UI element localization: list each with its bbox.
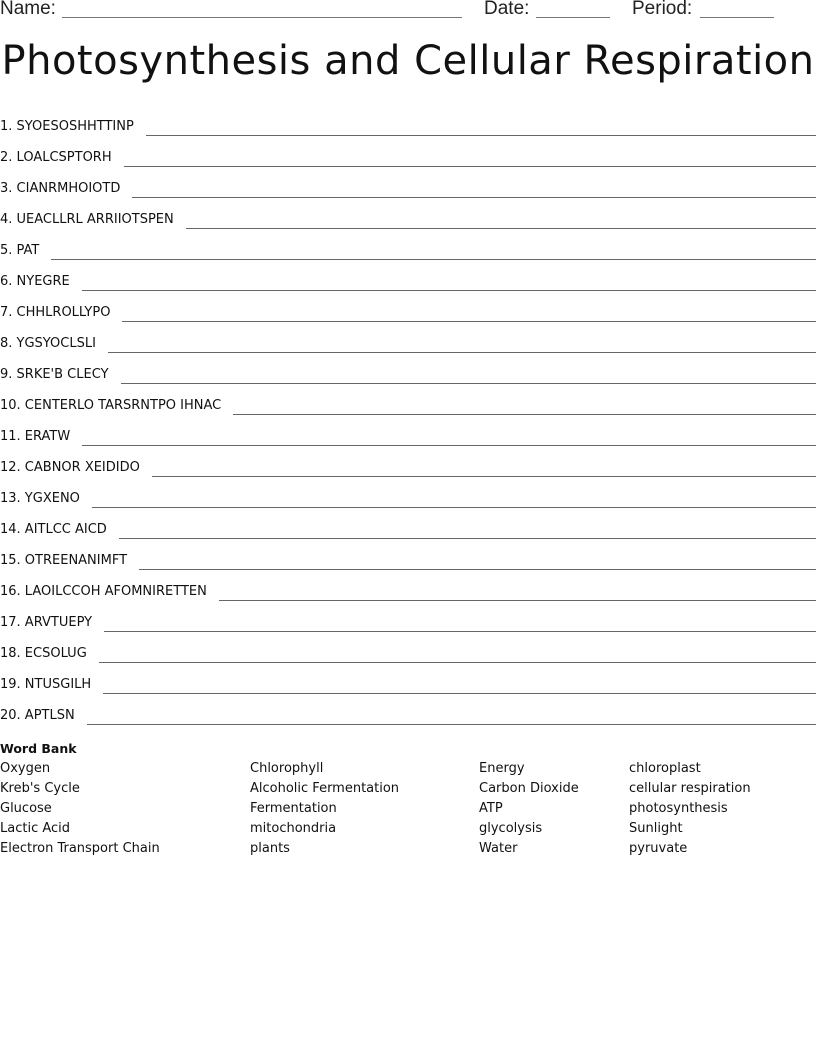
clue-text: 3. CIANRMHOIOTD xyxy=(0,181,121,196)
word-bank-item: Alcoholic Fermentation xyxy=(250,781,400,796)
word-bank-item: chloroplast xyxy=(629,761,701,776)
clue-text: 7. CHHLROLLYPO xyxy=(0,305,111,320)
answer-line[interactable] xyxy=(92,507,816,508)
word-bank-item: pyruvate xyxy=(629,841,688,856)
word-bank-item: Sunlight xyxy=(629,821,683,836)
clue-row xyxy=(0,575,816,606)
clue-text: 11. ERATW xyxy=(0,429,71,444)
answer-line[interactable] xyxy=(104,631,816,632)
answer-line[interactable] xyxy=(51,259,816,260)
clue-text: 15. OTREENANIMFT xyxy=(0,553,128,568)
answer-line[interactable] xyxy=(132,197,816,198)
clue-row xyxy=(0,513,816,544)
answer-line[interactable] xyxy=(124,166,816,167)
answer-line[interactable] xyxy=(119,538,816,539)
name-field[interactable] xyxy=(62,17,462,18)
word-bank-column xyxy=(0,759,160,859)
clue-text: 14. AITLCC AICD xyxy=(0,522,107,537)
clue-row xyxy=(0,296,816,327)
page-title: Photosynthesis and Cellular Respiration xyxy=(1,38,815,84)
clue-text: 5. PAT xyxy=(0,243,40,258)
clue-row xyxy=(0,110,816,141)
answer-line[interactable] xyxy=(186,228,816,229)
clue-row xyxy=(0,389,816,420)
clue-row xyxy=(0,172,816,203)
word-bank-column xyxy=(629,759,751,859)
answer-line[interactable] xyxy=(121,383,816,384)
clue-text: 10. CENTERLO TARSRNTPO IHNAC xyxy=(0,398,222,413)
word-scramble-clues xyxy=(0,110,816,730)
clue-row xyxy=(0,234,816,265)
word-bank-item: Fermentation xyxy=(250,801,337,816)
word-bank-item: Lactic Acid xyxy=(0,821,71,836)
clue-text: 17. ARVTUEPY xyxy=(0,615,93,630)
clue-row xyxy=(0,699,816,730)
word-bank-item: photosynthesis xyxy=(629,801,728,816)
answer-line[interactable] xyxy=(82,290,816,291)
word-bank-item: Kreb's Cycle xyxy=(0,781,80,796)
clue-text: 8. YGSYOCLSLI xyxy=(0,336,96,351)
word-bank-item: Oxygen xyxy=(0,761,51,776)
clue-text: 1. SYOESOSHHTTINP xyxy=(0,119,134,134)
clue-row xyxy=(0,420,816,451)
word-bank-item: Carbon Dioxide xyxy=(479,781,579,796)
word-bank-title: Word Bank xyxy=(0,741,77,756)
word-bank-item: glycolysis xyxy=(479,821,543,836)
name-label: Name: xyxy=(0,0,56,19)
clue-text: 18. ECSOLUG xyxy=(0,646,87,661)
answer-line[interactable] xyxy=(82,445,816,446)
clue-text: 19. NTUSGILH xyxy=(0,677,92,692)
clue-row xyxy=(0,668,816,699)
clue-text: 12. CABNOR XEIDIDO xyxy=(0,460,140,475)
word-bank-item: cellular respiration xyxy=(629,781,751,796)
clue-text: 6. NYEGRE xyxy=(0,274,70,289)
word-bank-item: Water xyxy=(479,841,518,856)
answer-line[interactable] xyxy=(99,662,816,663)
word-bank-column xyxy=(250,759,399,859)
clue-row xyxy=(0,265,816,296)
answer-line[interactable] xyxy=(146,135,816,136)
word-bank-item: Chlorophyll xyxy=(250,761,324,776)
word-bank-item: Energy xyxy=(479,761,525,776)
period-field[interactable] xyxy=(700,17,774,18)
date-label: Date: xyxy=(484,0,530,19)
word-bank-grid xyxy=(0,759,816,859)
word-bank-item: mitochondria xyxy=(250,821,337,836)
answer-line[interactable] xyxy=(108,352,816,353)
clue-row xyxy=(0,606,816,637)
date-field[interactable] xyxy=(536,17,610,18)
word-bank-item: plants xyxy=(250,841,290,856)
clue-row xyxy=(0,544,816,575)
answer-line[interactable] xyxy=(103,693,816,694)
clue-text: 4. UEACLLRL ARRIIOTSPEN xyxy=(0,212,174,227)
answer-line[interactable] xyxy=(87,724,816,725)
answer-line[interactable] xyxy=(152,476,816,477)
word-bank-item: Electron Transport Chain xyxy=(0,841,160,856)
answer-line[interactable] xyxy=(139,569,816,570)
word-bank-item: Glucose xyxy=(0,801,52,816)
clue-row xyxy=(0,358,816,389)
word-bank xyxy=(0,739,816,859)
clue-row xyxy=(0,327,816,358)
period-label: Period: xyxy=(632,0,693,19)
word-bank-item: ATP xyxy=(479,801,503,816)
clue-row xyxy=(0,637,816,668)
header-fields xyxy=(0,0,816,24)
clue-text: 13. YGXENO xyxy=(0,491,80,506)
answer-line[interactable] xyxy=(122,321,816,322)
answer-line[interactable] xyxy=(219,600,816,601)
clue-row xyxy=(0,482,816,513)
clue-row xyxy=(0,451,816,482)
word-bank-column xyxy=(479,759,579,859)
clue-text: 20. APTLSN xyxy=(0,708,75,723)
clue-text: 9. SRKE'B CLECY xyxy=(0,367,109,382)
clue-text: 16. LAOILCCOH AFOMNIRETTEN xyxy=(0,584,207,599)
clue-row xyxy=(0,203,816,234)
clue-text: 2. LOALCSPTORH xyxy=(0,150,112,165)
answer-line[interactable] xyxy=(233,414,816,415)
clue-row xyxy=(0,141,816,172)
